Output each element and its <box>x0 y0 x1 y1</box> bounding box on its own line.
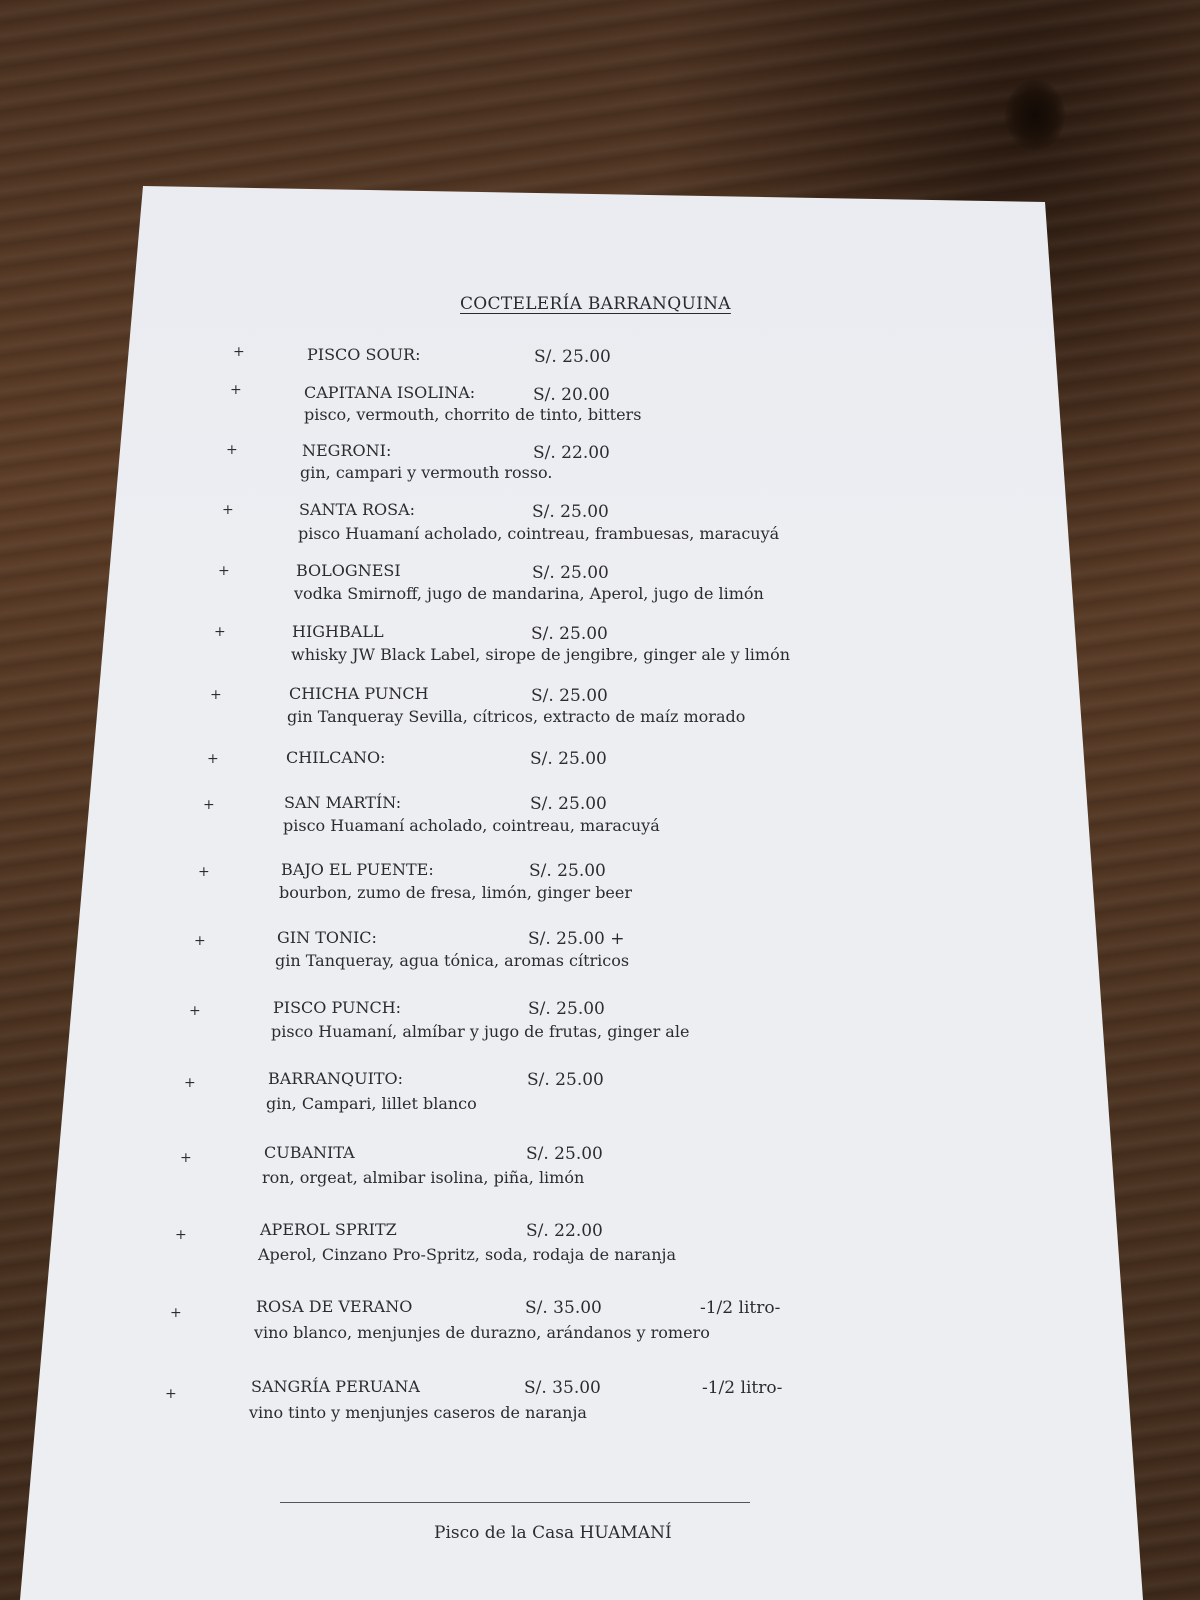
item-volume: -1/2 litro- <box>700 1298 781 1318</box>
item-description: whisky JW Black Label, sirope de jengibre, ginger ale y limón <box>291 645 791 664</box>
bullet-plus: + <box>184 1075 196 1091</box>
item-name: ROSA DE VERANO <box>256 1297 413 1316</box>
item-name: HIGHBALL <box>292 622 384 641</box>
item-price: S/. 25.00 <box>532 502 609 522</box>
item-price: S/. 25.00 <box>527 1070 604 1090</box>
item-name: CHILCANO: <box>286 748 386 767</box>
item-description: gin, Campari, lillet blanco <box>266 1094 477 1113</box>
item-name: SANTA ROSA: <box>299 500 416 519</box>
item-name: BAJO EL PUENTE: <box>281 860 434 879</box>
bullet-plus: + <box>230 382 242 398</box>
item-price: S/. 25.00 + <box>528 929 625 949</box>
menu-title: COCTELERÍA BARRANQUINA <box>460 294 731 314</box>
item-name: BOLOGNESI <box>296 561 401 580</box>
item-description: gin Tanqueray, agua tónica, aromas cítricos <box>275 951 630 970</box>
bullet-plus: + <box>189 1003 201 1019</box>
bullet-plus: + <box>175 1227 187 1243</box>
item-description: ron, orgeat, almibar isolina, piña, limón <box>262 1168 585 1187</box>
item-price: S/. 25.00 <box>530 749 607 769</box>
item-name: PISCO PUNCH: <box>273 998 402 1017</box>
bullet-plus: + <box>198 864 210 880</box>
menu-footer: Pisco de la Casa HUAMANÍ <box>434 1523 672 1543</box>
item-description: vodka Smirnoff, jugo de mandarina, Aperol, jugo de limón <box>294 584 764 603</box>
item-name: BARRANQUITO: <box>268 1069 404 1088</box>
item-name: GIN TONIC: <box>277 928 377 947</box>
item-price: S/. 25.00 <box>531 624 608 644</box>
item-description: gin, campari y vermouth rosso. <box>300 463 553 482</box>
item-name: CHICHA PUNCH <box>289 684 429 703</box>
bullet-plus: + <box>210 687 222 703</box>
item-description: pisco Huamaní acholado, cointreau, maracuyá <box>283 816 660 835</box>
item-price: S/. 25.00 <box>532 563 609 583</box>
item-description: pisco Huamaní, almíbar y jugo de frutas, ginger ale <box>271 1022 690 1041</box>
item-price: S/. 35.00 <box>525 1298 602 1318</box>
item-price: S/. 20.00 <box>533 385 610 405</box>
item-volume: -1/2 litro- <box>702 1378 783 1398</box>
bullet-plus: + <box>233 344 245 360</box>
item-name: CUBANITA <box>264 1143 355 1162</box>
item-name: SAN MARTÍN: <box>284 793 402 812</box>
item-description: bourbon, zumo de fresa, limón, ginger beer <box>279 883 633 902</box>
item-price: S/. 35.00 <box>524 1378 601 1398</box>
item-price: S/. 25.00 <box>526 1144 603 1164</box>
item-name: PISCO SOUR: <box>307 345 421 364</box>
item-name: CAPITANA ISOLINA: <box>304 383 476 402</box>
footer-divider <box>280 1502 750 1503</box>
item-name: NEGRONI: <box>302 441 392 460</box>
bullet-plus: + <box>170 1305 182 1321</box>
item-price: S/. 25.00 <box>531 686 608 706</box>
bullet-plus: + <box>222 502 234 518</box>
item-price: S/. 25.00 <box>530 794 607 814</box>
bullet-plus: + <box>194 933 206 949</box>
item-price: S/. 25.00 <box>528 999 605 1019</box>
item-description: pisco, vermouth, chorrito de tinto, bitters <box>304 405 642 424</box>
item-price: S/. 22.00 <box>526 1221 603 1241</box>
item-description: gin Tanqueray Sevilla, cítricos, extracto de maíz morado <box>287 707 746 726</box>
item-description: vino tinto y menjunjes caseros de naranja <box>249 1403 587 1422</box>
bullet-plus: + <box>207 751 219 767</box>
bullet-plus: + <box>203 797 215 813</box>
item-price: S/. 25.00 <box>529 861 606 881</box>
item-description: vino blanco, menjunjes de durazno, arándanos y romero <box>254 1323 710 1342</box>
item-description: Aperol, Cinzano Pro-Spritz, soda, rodaja de naranja <box>258 1245 677 1264</box>
item-price: S/. 25.00 <box>534 347 611 367</box>
bullet-plus: + <box>180 1150 192 1166</box>
item-name: SANGRÍA PERUANA <box>251 1377 420 1396</box>
item-name: APEROL SPRITZ <box>260 1220 397 1239</box>
item-description: pisco Huamaní acholado, cointreau, frambuesas, maracuyá <box>298 524 780 543</box>
bullet-plus: + <box>214 624 226 640</box>
bullet-plus: + <box>226 442 238 458</box>
bullet-plus: + <box>165 1386 177 1402</box>
item-price: S/. 22.00 <box>533 443 610 463</box>
bullet-plus: + <box>218 563 230 579</box>
wood-knot <box>1005 80 1065 150</box>
